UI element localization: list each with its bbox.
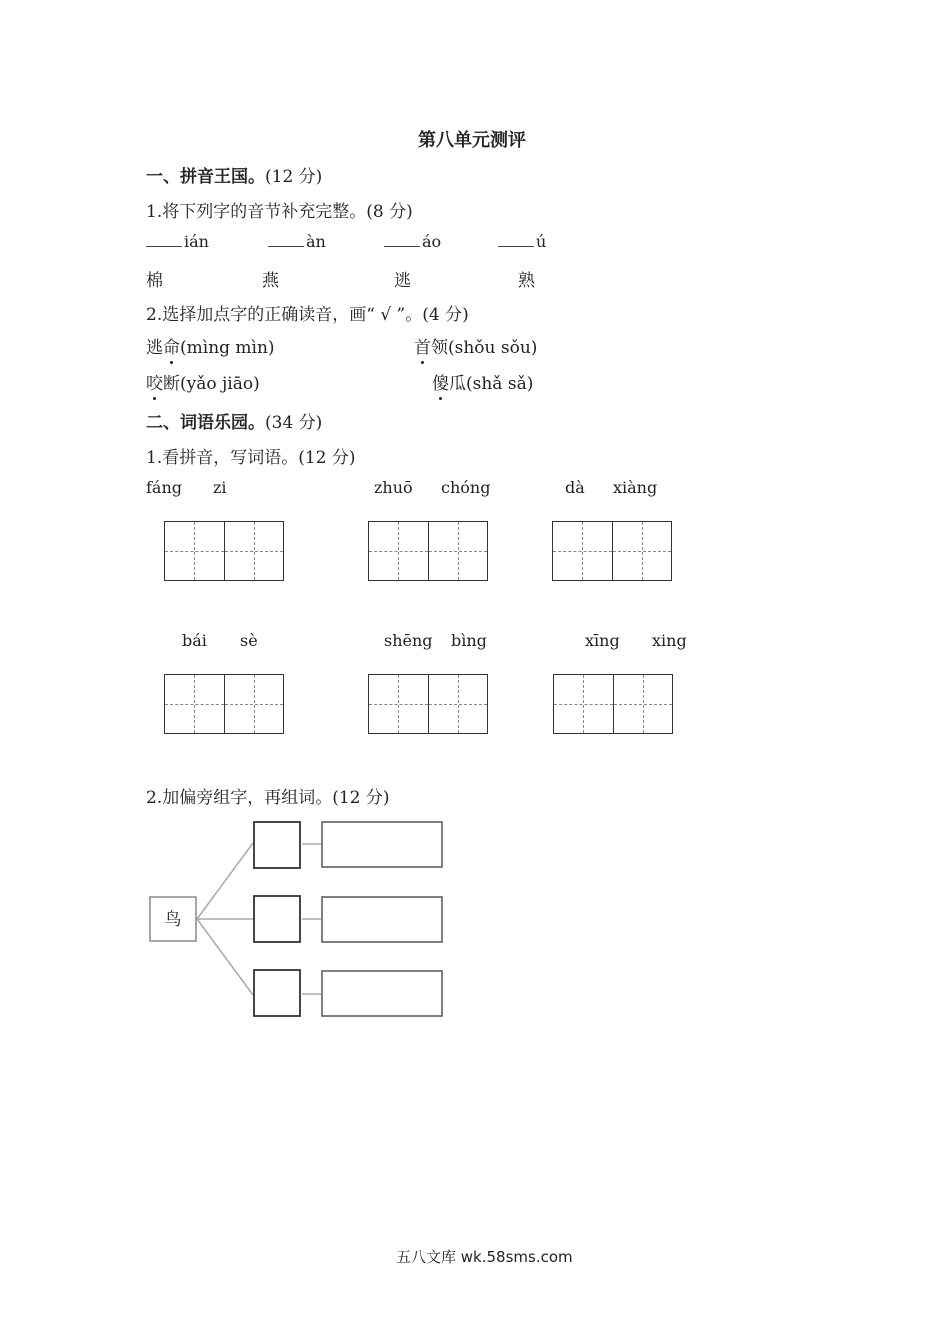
word-part: 领 (431, 338, 448, 358)
grid-cell[interactable] (554, 675, 613, 733)
character-3: 逃 (394, 271, 411, 291)
grid-cell[interactable] (553, 522, 612, 580)
grid-cell[interactable] (165, 522, 224, 580)
pinyin-tail: ián (184, 232, 209, 251)
reading-options: (shǎ sǎ) (466, 374, 534, 394)
reading-options: (yǎo jiāo) (180, 374, 260, 394)
grid-cell[interactable] (428, 522, 487, 580)
reading-item-1[interactable] (146, 333, 275, 358)
word-answer-box[interactable] (322, 822, 442, 867)
grid-cell[interactable] (369, 675, 428, 733)
section-2-heading (146, 408, 322, 433)
character-4: 熟 (518, 271, 535, 291)
word-part: 瓜 (449, 374, 466, 394)
reading-item-3[interactable] (146, 369, 260, 394)
section-2-title: 二、词语乐园。 (146, 413, 265, 433)
grid-cell[interactable] (612, 522, 671, 580)
word-pinyin-3: dà (565, 478, 585, 497)
grid-cell[interactable] (613, 675, 672, 733)
pinyin-item-4 (498, 232, 546, 251)
page-title: 第八单元测评 (418, 130, 526, 151)
section-1-heading (146, 162, 322, 187)
answer-blank[interactable] (146, 232, 182, 247)
word-pinyin-6: xīng (585, 631, 620, 650)
reading-item-4[interactable] (432, 369, 533, 394)
character-1: 棉 (146, 271, 163, 291)
section-1-points: (12 分) (265, 167, 323, 187)
grid-cell[interactable] (224, 522, 283, 580)
word-pinyin-3b: xiàng (613, 478, 658, 497)
writing-grid[interactable] (368, 674, 488, 734)
radical-diagram (145, 817, 455, 1027)
answer-blank[interactable] (498, 232, 534, 247)
grid-cell[interactable] (165, 675, 224, 733)
question-1-1: 1.将下列字的音节补充完整。(8 分) (146, 202, 413, 222)
question-2-1: 1.看拼音，写词语。(12 分) (146, 448, 356, 468)
writing-grid[interactable] (164, 521, 284, 581)
word-pinyin-6b: xing (652, 631, 687, 650)
writing-grid[interactable] (368, 521, 488, 581)
word-pinyin-1b: zi (213, 478, 227, 497)
word-pinyin-2b: chóng (441, 478, 491, 497)
new-character-box[interactable] (254, 896, 300, 942)
word-part: 逃 (146, 338, 163, 358)
reading-options: (mìng mìn) (180, 338, 275, 358)
character-2: 燕 (262, 271, 279, 291)
answer-blank[interactable] (268, 232, 304, 247)
question-1-2: 2.选择加点字的正确读音，画“ √ ”。(4 分) (146, 305, 469, 325)
word-pinyin-1: fáng (146, 478, 183, 497)
word-pinyin-4: bái (182, 631, 207, 650)
word-pinyin-4b: sè (240, 631, 258, 650)
root-character: 鸟 (164, 910, 182, 930)
reading-options: (shǒu sǒu) (448, 338, 538, 358)
pinyin-tail: áo (422, 232, 442, 251)
dotted-character: 命 (163, 333, 180, 358)
pinyin-item-2 (268, 232, 326, 251)
new-character-box[interactable] (254, 822, 300, 868)
writing-grid[interactable] (552, 521, 672, 581)
word-answer-box[interactable] (322, 897, 442, 942)
writing-grid[interactable] (553, 674, 673, 734)
section-2-points: (34 分) (265, 413, 323, 433)
word-pinyin-5: shēng (384, 631, 433, 650)
grid-cell[interactable] (224, 675, 283, 733)
pinyin-item-3 (384, 232, 441, 251)
writing-grid[interactable] (164, 674, 284, 734)
dotted-character: 首 (414, 333, 431, 358)
pinyin-tail: ú (536, 232, 547, 251)
section-1-title: 一、拼音王国。 (146, 167, 265, 187)
pinyin-item-1 (146, 232, 209, 251)
dotted-character: 咬 (146, 369, 163, 394)
grid-cell[interactable] (369, 522, 428, 580)
reading-item-2[interactable] (414, 333, 537, 358)
word-pinyin-2: zhuō (374, 478, 413, 497)
pinyin-tail: àn (306, 232, 326, 251)
word-pinyin-5b: bìng (451, 631, 487, 650)
grid-cell[interactable] (428, 675, 487, 733)
word-part: 断 (163, 374, 180, 394)
footer-watermark: 五八文库 wk.58sms.com (396, 1248, 573, 1266)
word-answer-box[interactable] (322, 971, 442, 1016)
dotted-character: 傻 (432, 369, 449, 394)
new-character-box[interactable] (254, 970, 300, 1016)
question-2-2: 2.加偏旁组字，再组词。(12 分) (146, 788, 390, 808)
answer-blank[interactable] (384, 232, 420, 247)
